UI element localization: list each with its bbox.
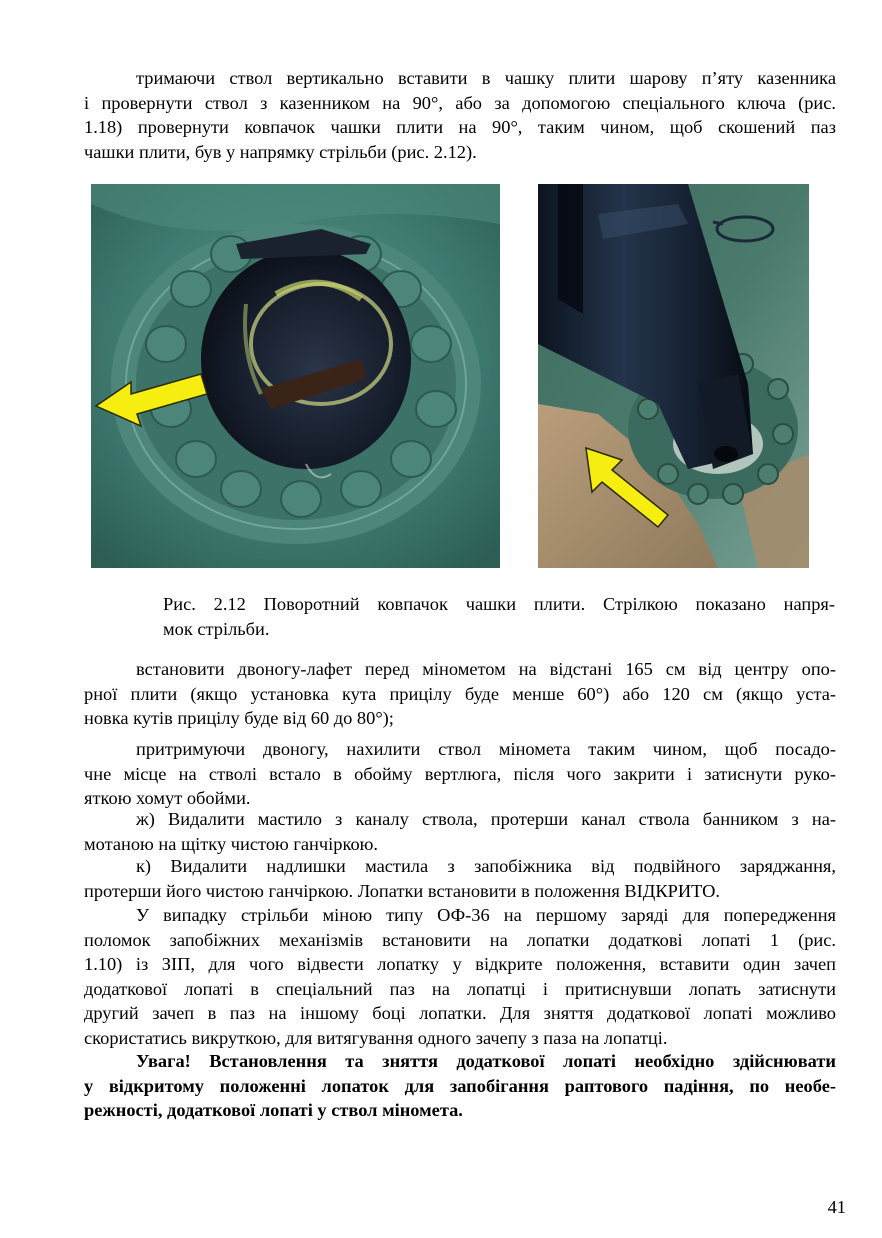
step-bipod-paragraph — [84, 657, 836, 731]
text-line: скористатись викруткою, для витягування одного зачепу з паза на лопатці. — [84, 1027, 668, 1048]
of36-paragraph — [84, 903, 836, 1051]
photo-plate-cup-top-view — [91, 184, 500, 568]
text-line: тримаючи ствол вертикально вставити в чашку плити шарову п’яту казенника — [136, 68, 836, 88]
plate-cup-illustration — [91, 184, 500, 568]
text-line: рної плити (якщо установка кута прицілу буде менше 60°) або 120 см (якщо уста- — [84, 683, 836, 704]
text-line: другий зачеп в паз на іншому боці лопатки. Для зняття додаткової лопаті можливо — [84, 1003, 836, 1024]
text-line: новка кутів прицілу буде від 60 до 80°); — [84, 708, 394, 729]
step-tilt-paragraph — [84, 737, 836, 811]
text-line: мотаною на щітку чистою ганчіркою. — [84, 833, 378, 854]
text-line: притримуючи двоногу, нахилити ствол міномета таким чином, щоб посадо- — [136, 739, 836, 759]
text-line: протерши його чистою ганчіркою. Лопатки встановити в положення ВІДКРИТО. — [84, 880, 721, 901]
figure-caption — [163, 592, 835, 641]
warning-line: режності, додаткової лопаті у ствол міномета. — [84, 1100, 463, 1121]
caption-line: Рис. 2.12 Поворотний ковпачок чашки плити. Стрілкою показано напря- — [163, 594, 835, 614]
text-line: встановити двоногу-лафет перед мінометом на відстані 165 см від центру опо- — [136, 659, 836, 679]
photo-barrel-on-plate — [538, 184, 809, 568]
step-k-paragraph — [84, 854, 836, 903]
text-line: чне місце на стволі встало в обойму вертлюга, після чого закрити і затиснути руко- — [84, 763, 836, 784]
warning-line: Увага! Встановлення та зняття додаткової лопаті необхідно здійснювати — [136, 1051, 836, 1071]
intro-paragraph — [84, 66, 836, 164]
text-line: к) Видалити надлишки мастила з запобіжника від подвійного заряджання, — [136, 856, 836, 876]
text-line: У випадку стрільби міною типу ОФ-36 на першому заряді для попередження — [136, 905, 836, 925]
text-line: чашки плити, був у напрямку стрільби (рис. 2.12). — [84, 141, 477, 162]
text-line: ж) Видалити мастило з каналу ствола, протерши канал ствола банником з на- — [136, 809, 836, 829]
text-line: 1.10) із ЗІП, для чого відвести лопатку у відкрите положення, вставити один зачеп — [84, 954, 836, 975]
warning-paragraph — [84, 1049, 836, 1123]
text-line: яткою хомут обойми. — [84, 788, 251, 809]
warning-line: у відкритому положенні лопаток для запобігання раптового падіння, по необе- — [84, 1075, 836, 1096]
text-line: і провернути ствол з казенником на 90°, або за допомогою спеціального ключа (рис. — [84, 92, 836, 113]
text-line: додаткової лопаті в спеціальний паз на лопатці і притиснувши лопать затиснути — [84, 978, 836, 999]
barrel-illustration — [538, 184, 809, 568]
step-zh-paragraph — [84, 807, 836, 856]
text-line: 1.18) провернути ковпачок чашки плити на 90°, таким чином, щоб скошений паз — [84, 117, 836, 138]
caption-line: мок стрільби. — [163, 618, 270, 639]
page-number: 41 — [827, 1197, 846, 1217]
text-line: поломок запобіжних механізмів встановити на лопатки додаткові лопаті 1 (рис. — [84, 929, 836, 950]
